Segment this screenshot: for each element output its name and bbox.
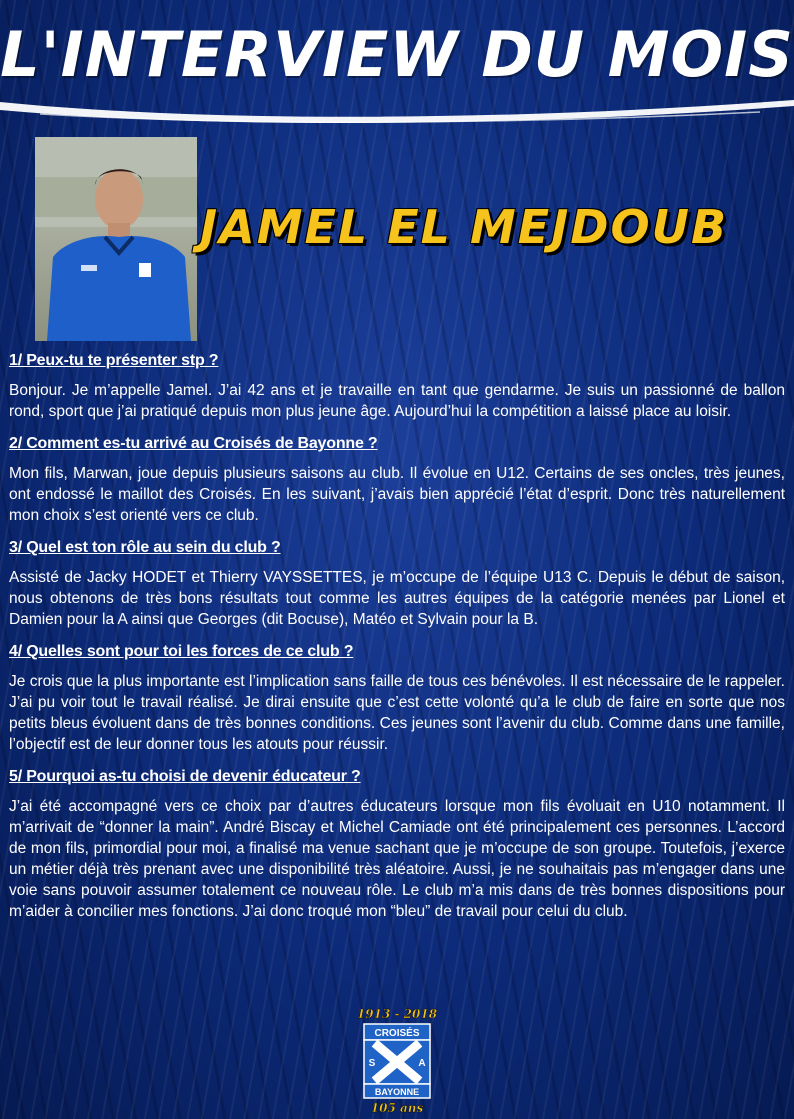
answer-4: Je crois que la plus importante est l’implication sans faille de tous ces bénévoles. Il est nécessaire de le rappeler. J’ai pu voir tout le travail réalisé. Je dirai ensuite que c’est cette volonté qu’a le club de faire en sorte que nos petits bleus évoluent dans de très bonnes conditions. Ces jeunes sont l’avenir du club. Comme dans une famille, l’objectif est de leur donner tous les atouts pour réussir. <box>9 673 785 753</box>
answer-5: J’ai été accompagné vers ce choix par d’autres éducateurs lorsque mon fils évoluait en U10 notamment. Il m’arrivait de “donner la main”. André Biscay et Michel Camiade ont été principalement ces personnes. L’accord de mon fils, primordial pour moi, a finalisé ma venue sachant que je m’occupe de son groupe. Toutefois, j’exerce un métier déjà très prenant avec une disponibilité très aléatoire. Aussi, je ne souhaitais pas m’engager dans une voie sans pouvoir assumer totalement ce nouveau rôle. Le club m’a mis dans de très bonnes dispositions pour m’aider à concilier mes fonctions. J’ai donc troqué mon “bleu” de travail pour celui du club. <box>9 798 785 920</box>
interview-content <box>9 348 785 931</box>
logo-right-letter: A <box>418 1058 426 1069</box>
answer-2: Mon fils, Marwan, joue depuis plusieurs saisons au club. Il évolue en U12. Certains de ses oncles, très jeunes, ont endossé le maillot des Croisés. En les suivant, j’avais bien apprécié l’état d’esprit. Donc très naturellement mon choix s’est orienté vers ce club. <box>9 465 785 524</box>
club-logo <box>350 1006 444 1114</box>
qa-block-1 <box>9 348 785 422</box>
answer-1: Bonjour. Je m’appelle Jamel. J’ai 42 ans et je travaille en tant que gendarme. Je suis un passionné de ballon rond, sport que j’ai pratiqué depuis mon plus jeune âge. Aujourd’hui la compétition a laissé place au loisir. <box>9 382 785 420</box>
question-5: 5/ Pourquoi as-tu choisi de devenir éducateur ? <box>9 768 361 785</box>
question-3: 3/ Quel est ton rôle au sein du club ? <box>9 539 281 556</box>
qa-block-5 <box>9 764 785 922</box>
logo-bottom-text: BAYONNE <box>374 1087 420 1097</box>
logo-top-text: CROISÉS <box>374 1028 420 1039</box>
qa-block-4 <box>9 639 785 755</box>
interviewee-name: JAMEL EL MEJDOUB <box>200 200 729 254</box>
logo-left-letter: S <box>368 1058 376 1069</box>
portrait-illustration <box>35 137 197 341</box>
answer-3: Assisté de Jacky HODET et Thierry VAYSSETTES, je m’occupe de l’équipe U13 C. Depuis le début de saison, nous obtenons de très bons résultats tout comme les autres équipes de la catégorie menées par Lionel et Damien pour la A ainsi que Georges (dit Bocuse), Matéo et Sylvain pour la B. <box>9 569 785 628</box>
logo-anniversary: 105 ans <box>370 1101 424 1114</box>
title-swoosh-decoration <box>0 92 794 126</box>
page-title: L'INTERVIEW DU MOIS <box>0 18 794 91</box>
question-4: 4/ Quelles sont pour toi les forces de ce club ? <box>9 643 354 660</box>
logo-years: 1913 - 2018 <box>356 1007 438 1021</box>
qa-block-3 <box>9 535 785 630</box>
question-2: 2/ Comment es-tu arrivé au Croisés de Bayonne ? <box>9 435 378 452</box>
question-1: 1/ Peux-tu te présenter stp ? <box>9 352 219 369</box>
portrait-photo <box>35 137 197 341</box>
qa-block-2 <box>9 431 785 526</box>
